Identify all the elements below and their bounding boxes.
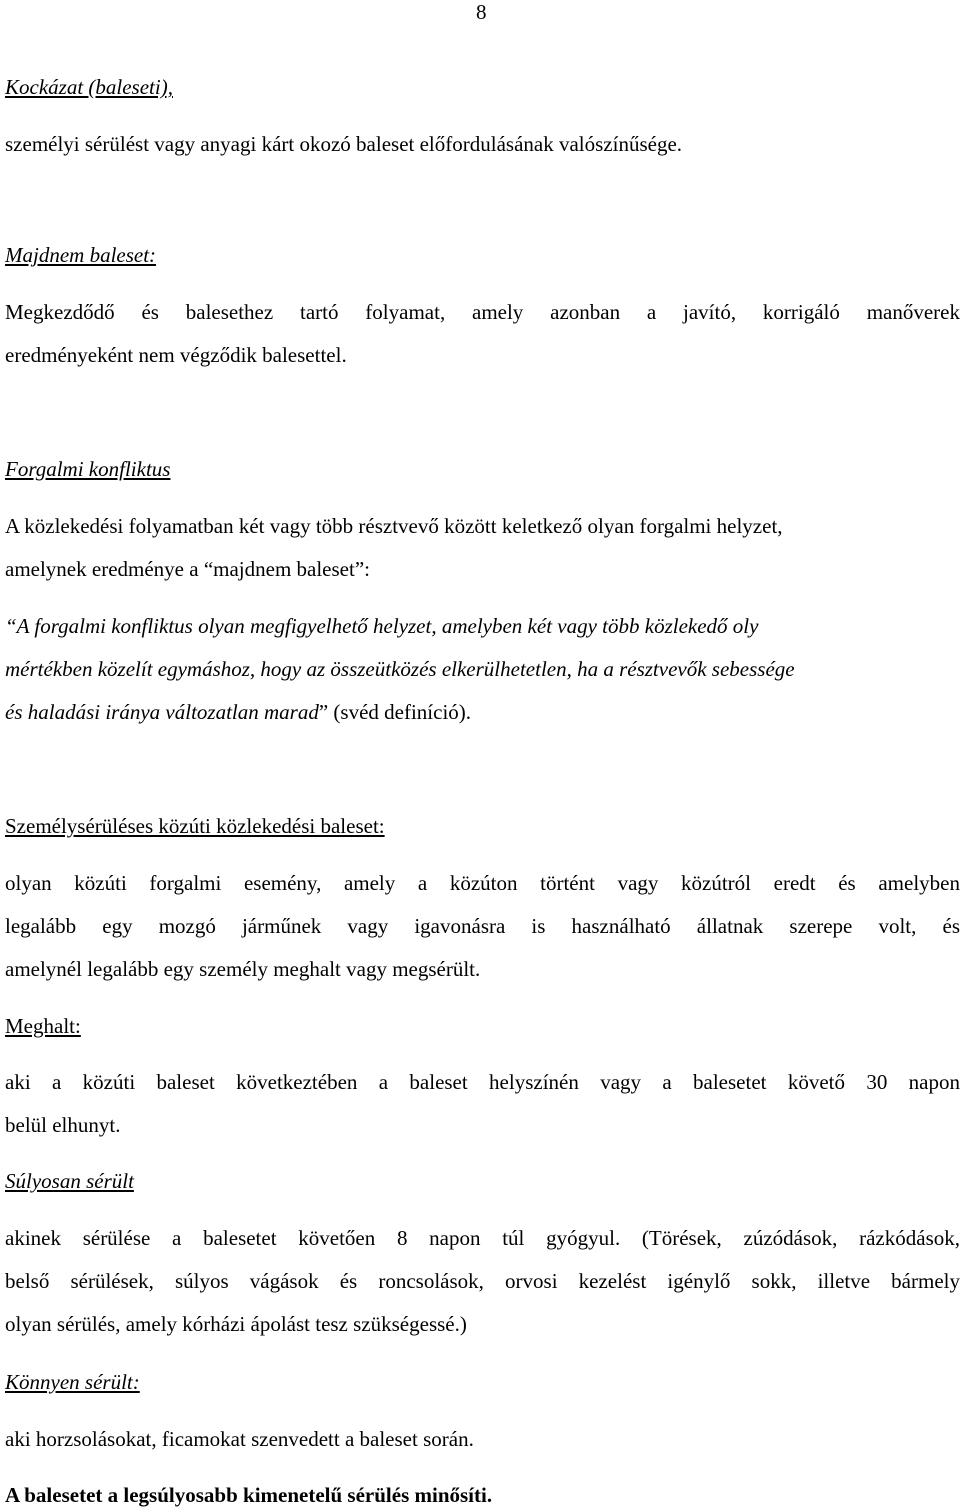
paragraph-konnyen-serult xyxy=(5,1425,960,1454)
paragraph-line: akinek sérülése a balesetet követően 8 napon túl gyógyul. (Törések, zúzódások, rázkódások, xyxy=(5,1226,960,1250)
paragraph-sulyosan-serult xyxy=(5,1224,960,1339)
paragraph-line: amelynél legalább egy személy meghalt vagy megsérült. xyxy=(5,957,481,981)
quote-line: “A forgalmi konfliktus olyan megfigyelhető helyzet, amelyben két vagy több közlekedő oly xyxy=(5,614,759,638)
heading-kockazat: Kockázat (baleseti), xyxy=(5,75,173,99)
paragraph-meghalt xyxy=(5,1068,960,1140)
heading-konnyen-serult: Könnyen sérült: xyxy=(5,1370,140,1394)
heading-sulyosan-serult: Súlyosan sérült xyxy=(5,1169,134,1193)
paragraph-line: aki horzsolásokat, ficamokat szenvedett a baleset során. xyxy=(5,1427,474,1451)
paragraph-szemelyserules-baleset xyxy=(5,869,960,984)
paragraph-line: Megkezdődő és balesethez tartó folyamat, amely azonban a javító, korrigáló manőverek xyxy=(5,300,960,324)
paragraph-line: eredményeként nem végződik balesettel. xyxy=(5,343,347,367)
heading-szemelyserules-baleset: Személysérüléses közúti közlekedési baleset: xyxy=(5,814,385,838)
paragraph-line: amelynek eredménye a “majdnem baleset”: xyxy=(5,557,370,581)
heading-forgalmi-konfliktus: Forgalmi konfliktus xyxy=(5,457,171,481)
conclusion-statement: A balesetet a legsúlyosabb kimenetelű sérülés minősíti. xyxy=(5,1483,493,1507)
page-number: 8 xyxy=(476,0,487,24)
quote-source: ” (svéd definíció). xyxy=(318,700,472,724)
paragraph-line: olyan közúti forgalmi esemény, amely a közúton történt vagy közútról eredt és amelyben xyxy=(5,871,960,895)
paragraph-line: személyi sérülést vagy anyagi kárt okozó baleset előfordulásának valószínűsége. xyxy=(5,132,683,156)
paragraph-line: legalább egy mozgó járműnek vagy igavonásra is használható állatnak szerepe volt, és xyxy=(5,914,960,938)
paragraph-line: belső sérülések, súlyos vágások és roncsolások, orvosi kezelést igénylő sokk, illetve bármely xyxy=(5,1269,960,1293)
quote-svedish-definition xyxy=(5,612,960,727)
paragraph-line: olyan sérülés, amely kórházi ápolást tesz szükségessé.) xyxy=(5,1312,467,1336)
paragraph-line: belül elhunyt. xyxy=(5,1113,121,1137)
paragraph-kockazat xyxy=(5,130,960,159)
quote-line: mértékben közelít egymáshoz, hogy az összeütközés elkerülhetetlen, ha a résztvevők sebessége xyxy=(5,657,795,681)
quote-line: és haladási iránya változatlan marad xyxy=(5,700,319,724)
heading-majdnem-baleset: Majdnem baleset: xyxy=(5,243,157,267)
paragraph-line: aki a közúti baleset következtében a baleset helyszínén vagy a balesetet követő 30 napon xyxy=(5,1070,960,1094)
paragraph-forgalmi-konfliktus xyxy=(5,512,960,584)
paragraph-line: A közlekedési folyamatban két vagy több résztvevő között keletkező olyan forgalmi helyzet, xyxy=(5,514,783,538)
heading-meghalt: Meghalt: xyxy=(5,1014,81,1038)
paragraph-majdnem-baleset xyxy=(5,298,960,370)
